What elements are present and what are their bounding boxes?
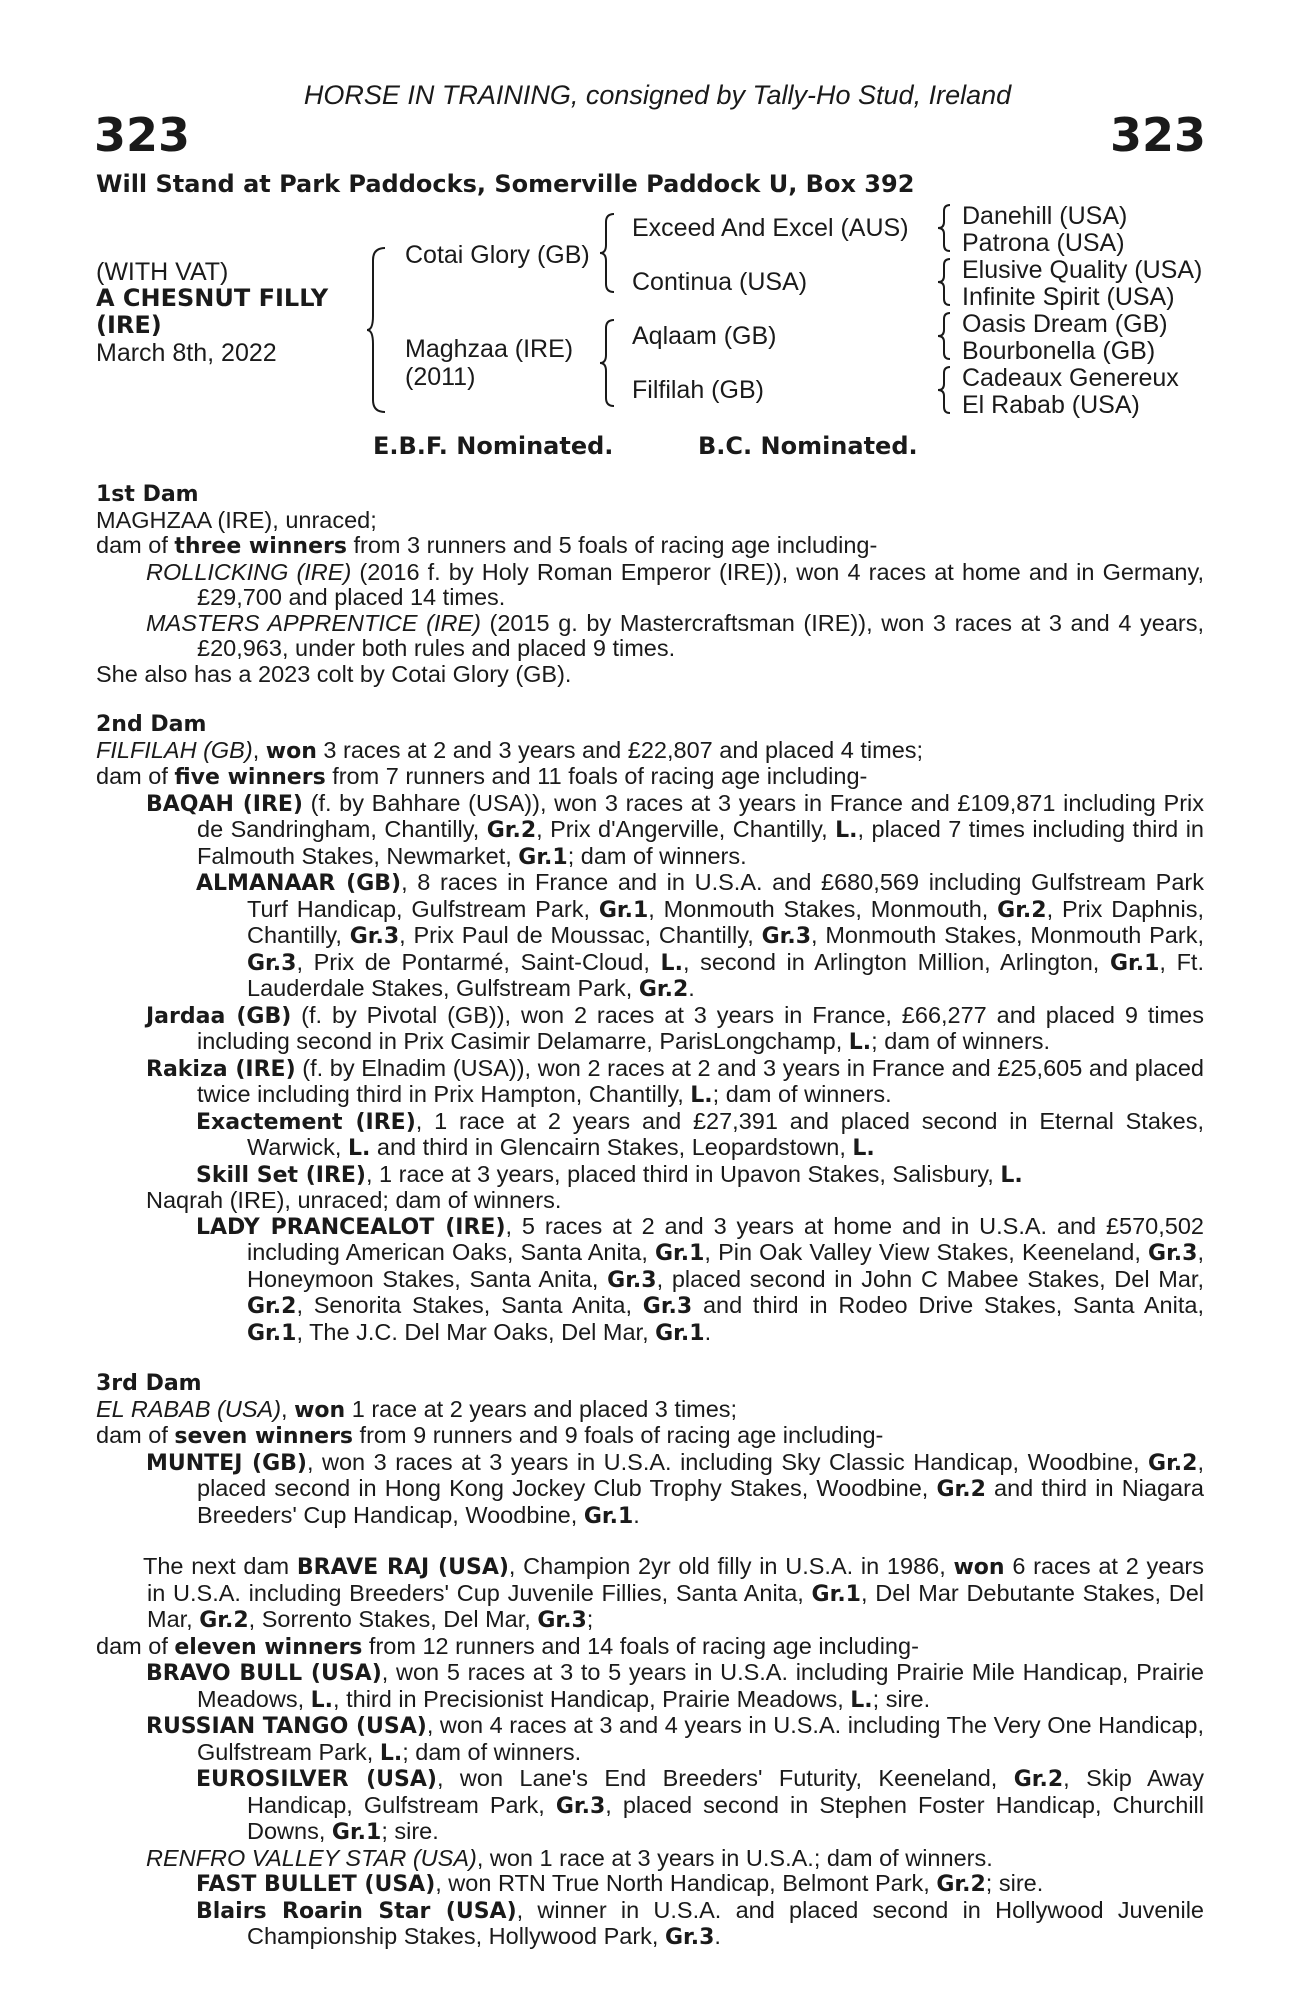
stand-location: Will Stand at Park Paddocks, Somerville Paddock U, Box 392 <box>96 170 915 198</box>
produce-entry: Exactement (IRE), 1 race at 2 years and £27,391 and placed second in Eternal Stakes, Warwick, L. and third in Glencairn Stakes, Leopardstown, L. <box>196 1107 1204 1161</box>
produce-entry: FAST BULLET (USA), won RTN True North Handicap, Belmont Park, Gr.2; sire. <box>196 1870 1044 1897</box>
produce-entry: BAQAH (IRE) (f. by Bahhare (USA)), won 3 races at 3 years in France and £109,871 including Prix de Sandringham, Chantilly, Gr.2, Prix d'Angerville, Chantilly, L., placed 7 times including third in Falmouth Stakes, Newmarket, Gr.1; dam of winners. <box>146 789 1204 870</box>
next-dam-section <box>96 1554 1204 1951</box>
first-dam-section <box>96 482 1204 687</box>
sire-name: Cotai Glory (GB) <box>405 241 590 269</box>
consignor-subtitle: HORSE IN TRAINING, consigned by Tally-Ho Stud, Ireland <box>303 80 1012 110</box>
produce-entry: Naqrah (IRE), unraced; dam of winners. <box>146 1187 562 1213</box>
produce-entry: MASTERS APPRENTICE (IRE) (2015 g. by Mastercraftsman (IRE)), won 3 races at 3 and 4 years, £20,963, under both rules and placed 9 times. <box>146 609 1204 661</box>
ped-sds: Elusive Quality (USA) <box>962 256 1203 284</box>
section-heading: 2nd Dam <box>96 712 207 737</box>
lot-number-right: 323 <box>1109 108 1206 162</box>
produce-entry: MUNTEJ (GB), won 3 races at 3 years in U.S.A. including Sky Classic Handicap, Woodbine, Gr.2, placed second in Hong Kong Jockey Club Trophy Stakes, Woodbine, Gr.2 and third in Niagara Breeders' Cup Handicap, Woodbine, Gr.1. <box>146 1448 1204 1529</box>
subject-foaled: March 8th, 2022 <box>96 339 277 367</box>
sd-bracket <box>936 257 954 307</box>
dam-dam: Filfilah (GB) <box>632 376 764 404</box>
produce-entry: Jardaa (GB) (f. by Pivotal (GB)), won 2 races at 3 years in France, £66,277 and placed 9 times including second in Prix Casimir Delamarre, ParisLongchamp, L.; dam of winners. <box>146 1001 1204 1055</box>
dam-year: (2011) <box>405 363 476 391</box>
subject-origin: (IRE) <box>96 311 162 339</box>
dam-bracket <box>598 318 618 408</box>
sire-dam: Continua (USA) <box>632 268 808 296</box>
produce-summary: dam of three winners from 3 runners and 5 foals of racing age including- <box>96 532 878 559</box>
produce-entry: Skill Set (IRE), 1 race at 3 years, placed third in Upavon Stakes, Salisbury, L. <box>196 1160 1023 1188</box>
dam-sire: Aqlaam (GB) <box>632 322 777 350</box>
dd-bracket <box>936 365 954 415</box>
pedigree-main-bracket <box>365 246 389 414</box>
ped-ssd: Patrona (USA) <box>962 229 1125 257</box>
vat-note: (WITH VAT) <box>96 258 229 286</box>
dam-line: FILFILAH (GB), won 3 races at 2 and 3 years and £22,807 and placed 4 times; <box>96 736 924 764</box>
ped-dds: Cadeaux Genereux <box>962 364 1179 392</box>
produce-summary: dam of eleven winners from 12 runners and 14 foals of racing age including- <box>96 1632 919 1660</box>
dam-line: EL RABAB (USA), won 1 race at 2 years and placed 3 times; <box>96 1395 738 1423</box>
dam-line: The next dam BRAVE RAJ (USA), Champion 2yr old filly in U.S.A. in 1986, won 6 races at 2 years in U.S.A. including Breeders' Cup Juvenile Fillies, Santa Anita, Gr.1, Del Mar Debutante Stakes, Del Mar, Gr.2, Sorrento Stakes, Del Mar, Gr.3; <box>143 1553 1204 1633</box>
ped-dsd: Bourbonella (GB) <box>962 337 1156 365</box>
produce-entry: EUROSILVER (USA), won Lane's End Breeders' Futurity, Keeneland, Gr.2, Skip Away Handicap, Gulfstream Park, Gr.3, placed second in Stephen Foster Handicap, Churchill Downs, Gr.1; sire. <box>196 1765 1204 1845</box>
produce-entry: BRAVO BULL (USA), won 5 races at 3 to 5 years in U.S.A. including Prairie Mile Handicap, Prairie Meadows, L., third in Precisionist Handicap, Prairie Meadows, L.; sire. <box>146 1659 1205 1713</box>
ped-sdd: Infinite Spirit (USA) <box>962 283 1175 311</box>
dam-name: Maghzaa (IRE) <box>405 335 574 363</box>
third-dam-section <box>96 1371 1204 1529</box>
produce-entry: ROLLICKING (IRE) (2016 f. by Holy Roman Emperor (IRE)), won 4 races at home and in Germany, £29,700 and placed 14 times. <box>146 558 1204 610</box>
produce-summary: dam of seven winners from 9 runners and 9 foals of racing age including- <box>96 1422 884 1449</box>
ss-bracket <box>936 203 954 253</box>
second-dam-section <box>96 712 1204 1346</box>
produce-entry: LADY PRANCEALOT (IRE), 5 races at 2 and 3 years at home and in U.S.A. and £570,502 including American Oaks, Santa Anita, Gr.1, Pin Oak Valley View Stakes, Keeneland, Gr.3, Honeymoon Stakes, Santa Anita, Gr.3, placed second in John C Mabee Stakes, Del Mar, Gr.2, Senorita Stakes, Santa Anita, Gr.3 and third in Rodeo Drive Stakes, Santa Anita, Gr.1, The J.C. Del Mar Oaks, Del Mar, Gr.1. <box>196 1212 1204 1346</box>
ped-sss: Danehill (USA) <box>962 202 1128 230</box>
dam-note: She also has a 2023 colt by Cotai Glory (GB). <box>96 660 572 687</box>
ped-dss: Oasis Dream (GB) <box>962 310 1168 338</box>
produce-entry: RUSSIAN TANGO (USA), won 4 races at 3 and 4 years in U.S.A. including The Very One Handicap, Gulfstream Park, L.; dam of winners. <box>146 1712 1204 1766</box>
lot-number-left: 323 <box>94 108 191 162</box>
produce-summary: dam of five winners from 7 runners and 11 foals of racing age including- <box>96 763 868 790</box>
ebf-nomination: E.B.F. Nominated. <box>373 432 614 460</box>
dam-line: MAGHZAA (IRE), unraced; <box>96 506 377 533</box>
catalogue-body <box>96 482 1204 1951</box>
bc-nomination: B.C. Nominated. <box>698 432 918 460</box>
produce-entry: ALMANAAR (GB), 8 races in France and in U.S.A. and £680,569 including Gulfstream Park Turf Handicap, Gulfstream Park, Gr.1, Monmouth Stakes, Monmouth, Gr.2, Prix Daphnis, Chantilly, Gr.3, Prix Paul de Moussac, Chantilly, Gr.3, Monmouth Stakes, Monmouth Park, Gr.3, Prix de Pontarmé, Saint-Cloud, L., second in Arlington Million, Arlington, Gr.1, Ft. Lauderdale Stakes, Gulfstream Park, Gr.2. <box>196 869 1205 1002</box>
section-heading: 1st Dam <box>96 482 199 507</box>
produce-entry: RENFRO VALLEY STAR (USA), won 1 race at 3 years in U.S.A.; dam of winners. <box>146 1844 993 1871</box>
section-heading: 3rd Dam <box>96 1371 202 1396</box>
ds-bracket <box>936 311 954 361</box>
subject-name: A CHESNUT FILLY <box>96 284 329 312</box>
sire-bracket <box>598 212 618 294</box>
sire-sire: Exceed And Excel (AUS) <box>632 214 909 242</box>
produce-entry: Blairs Roarin Star (USA), winner in U.S.A. and placed second in Hollywood Juvenile Championship Stakes, Hollywood Park, Gr.3. <box>196 1896 1204 1950</box>
produce-entry: Rakiza (IRE) (f. by Elnadim (USA)), won 2 races at 2 and 3 years in France and £25,605 and placed twice including third in Prix Hampton, Chantilly, L.; dam of winners. <box>146 1054 1204 1108</box>
ped-ddd: El Rabab (USA) <box>962 391 1140 419</box>
